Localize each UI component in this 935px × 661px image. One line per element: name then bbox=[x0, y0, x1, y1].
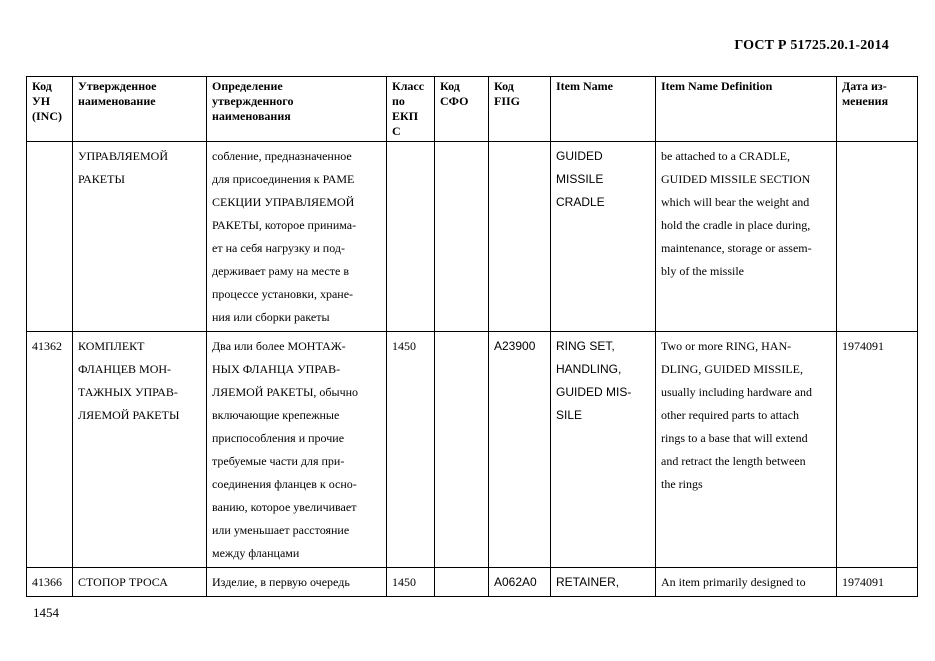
cell-line: Two or more RING, HAN- bbox=[661, 339, 792, 353]
item-definition-cell bbox=[656, 332, 837, 568]
cell-line: Изделие, в первую очередь bbox=[212, 575, 350, 589]
cell-line: СТОПОР ТРОСА bbox=[78, 575, 168, 589]
cell-line: GUIDED MISSILE SECTION bbox=[661, 172, 811, 186]
cell-line: процессе установки, хране- bbox=[212, 287, 354, 301]
sfo-cell bbox=[435, 332, 489, 568]
header-line: наименования bbox=[212, 109, 291, 123]
date-cell bbox=[837, 142, 918, 332]
cell-line: An item primarily designed to bbox=[661, 575, 806, 589]
col-inc-header bbox=[27, 77, 73, 142]
cell-line: HANDLING, bbox=[556, 362, 622, 376]
header-line: по bbox=[392, 94, 405, 108]
cell-line: ЛЯЕМОЙ РАКЕТЫ, обычно bbox=[212, 385, 359, 399]
cell-line: УПРАВЛЯЕМОЙ bbox=[78, 149, 168, 163]
cell-line: РАКЕТЫ bbox=[78, 172, 125, 186]
cell-line: или уменьшает расстояние bbox=[212, 523, 350, 537]
cell-line: maintenance, storage or assem- bbox=[661, 241, 812, 255]
table-header-row bbox=[27, 77, 918, 142]
cell-line: ФЛАНЦЕВ МОН- bbox=[78, 362, 172, 376]
col-approved-name-header bbox=[73, 77, 207, 142]
cell-line: MISSILE bbox=[556, 172, 604, 186]
item-definition-cell bbox=[656, 142, 837, 332]
cell-line: other required parts to attach bbox=[661, 408, 799, 422]
cell-line: включающие крепежные bbox=[212, 408, 340, 422]
cell-line: держивает раму на месте в bbox=[212, 264, 349, 278]
fiig-cell bbox=[489, 142, 551, 332]
cell-line: собление, предназначенное bbox=[212, 149, 352, 163]
cell-line: hold the cradle in place during, bbox=[661, 218, 811, 232]
cell-line: GUIDED bbox=[556, 149, 603, 163]
specification-table bbox=[26, 76, 918, 597]
cell-line: ванию, которое увеличивает bbox=[212, 500, 357, 514]
cell-line: 41362 bbox=[32, 339, 62, 353]
col-item-name-header bbox=[551, 77, 656, 142]
cell-line: 1450 bbox=[392, 575, 416, 589]
header-line: Код bbox=[494, 79, 514, 93]
standard-code: ГОСТ Р 51725.20.1-2014 bbox=[734, 38, 889, 53]
col-definition-header bbox=[207, 77, 387, 142]
cell-line: usually including hardware and bbox=[661, 385, 812, 399]
cell-line: RETAINER, bbox=[556, 575, 620, 589]
cell-line: DLING, GUIDED MISSILE, bbox=[661, 362, 803, 376]
header-line: СФО bbox=[440, 94, 469, 108]
header-line: С bbox=[392, 124, 401, 138]
cell-line: соединения фланцев к осно- bbox=[212, 477, 357, 491]
class-cell bbox=[387, 568, 435, 597]
cell-line: which will bear the weight and bbox=[661, 195, 810, 209]
cell-line: РАКЕТЫ, которое принима- bbox=[212, 218, 357, 232]
cell-line: ЛЯЕМОЙ РАКЕТЫ bbox=[78, 408, 180, 422]
cell-line: CRADLE bbox=[556, 195, 605, 209]
approved-name-cell bbox=[73, 568, 207, 597]
inc-cell bbox=[27, 568, 73, 597]
item-name-cell bbox=[551, 568, 656, 597]
header-line: менения bbox=[842, 94, 889, 108]
col-class-header bbox=[387, 77, 435, 142]
cell-line: A23900 bbox=[494, 339, 536, 353]
col-sfo-header bbox=[435, 77, 489, 142]
approved-name-cell bbox=[73, 142, 207, 332]
cell-line: КОМПЛЕКТ bbox=[78, 339, 145, 353]
header-line: наименование bbox=[78, 94, 156, 108]
cell-line: 1450 bbox=[392, 339, 416, 353]
header-line: УН bbox=[32, 94, 51, 108]
cell-line: ния или сборки ракеты bbox=[212, 310, 330, 324]
cell-line: SILE bbox=[556, 408, 583, 422]
table-row bbox=[27, 142, 918, 332]
fiig-cell bbox=[489, 568, 551, 597]
date-cell bbox=[837, 568, 918, 597]
cell-line: между фланцами bbox=[212, 546, 300, 560]
header-line: Определение bbox=[212, 79, 283, 93]
col-fiig-header bbox=[489, 77, 551, 142]
fiig-cell bbox=[489, 332, 551, 568]
cell-line: 1974091 bbox=[842, 575, 884, 589]
table-row bbox=[27, 568, 918, 597]
date-cell bbox=[837, 332, 918, 568]
class-cell bbox=[387, 142, 435, 332]
cell-line: требуемые части для при- bbox=[212, 454, 345, 468]
cell-line: НЫХ ФЛАНЦА УПРАВ- bbox=[212, 362, 341, 376]
cell-line: 41366 bbox=[32, 575, 62, 589]
header-line: утвержденного bbox=[212, 94, 294, 108]
item-name-cell bbox=[551, 142, 656, 332]
definition-cell bbox=[207, 332, 387, 568]
cell-line: A062A0 bbox=[494, 575, 537, 589]
header-line: Утвержденное bbox=[78, 79, 157, 93]
cell-line: 1974091 bbox=[842, 339, 884, 353]
page-number: 1454 bbox=[33, 605, 59, 620]
inc-cell bbox=[27, 332, 73, 568]
item-definition-cell bbox=[656, 568, 837, 597]
approved-name-cell bbox=[73, 332, 207, 568]
cell-line: Два или более МОНТАЖ- bbox=[212, 339, 346, 353]
header-line: Код bbox=[440, 79, 460, 93]
table-row bbox=[27, 332, 918, 568]
header-line: Item Name bbox=[556, 79, 613, 93]
cell-line: bly of the missile bbox=[661, 264, 744, 278]
header-line: Код bbox=[32, 79, 52, 93]
class-cell bbox=[387, 332, 435, 568]
cell-line: rings to a base that will extend bbox=[661, 431, 808, 445]
header-line: Item Name Definition bbox=[661, 79, 773, 93]
cell-line: and retract the length between bbox=[661, 454, 806, 468]
header-line: ЕКП bbox=[392, 109, 419, 123]
header-line: FIIG bbox=[494, 94, 521, 108]
cell-line: ет на себя нагрузку и под- bbox=[212, 241, 345, 255]
header-line: (INC) bbox=[32, 109, 62, 123]
inc-cell bbox=[27, 142, 73, 332]
cell-line: GUIDED MIS- bbox=[556, 385, 632, 399]
cell-line: приспособления и прочие bbox=[212, 431, 345, 445]
cell-line: RING SET, bbox=[556, 339, 615, 353]
cell-line: be attached to a CRADLE, bbox=[661, 149, 790, 163]
item-name-cell bbox=[551, 332, 656, 568]
definition-cell bbox=[207, 142, 387, 332]
col-item-definition-header bbox=[656, 77, 837, 142]
sfo-cell bbox=[435, 142, 489, 332]
sfo-cell bbox=[435, 568, 489, 597]
definition-cell bbox=[207, 568, 387, 597]
cell-line: the rings bbox=[661, 477, 703, 491]
table-body bbox=[27, 142, 918, 597]
cell-line: СЕКЦИИ УПРАВЛЯЕМОЙ bbox=[212, 195, 355, 209]
col-date-header bbox=[837, 77, 918, 142]
header-line: Класс bbox=[392, 79, 425, 93]
cell-line: для присоединения к РАМЕ bbox=[212, 172, 355, 186]
header-line: Дата из- bbox=[842, 79, 887, 93]
cell-line: ТАЖНЫХ УПРАВ- bbox=[78, 385, 178, 399]
